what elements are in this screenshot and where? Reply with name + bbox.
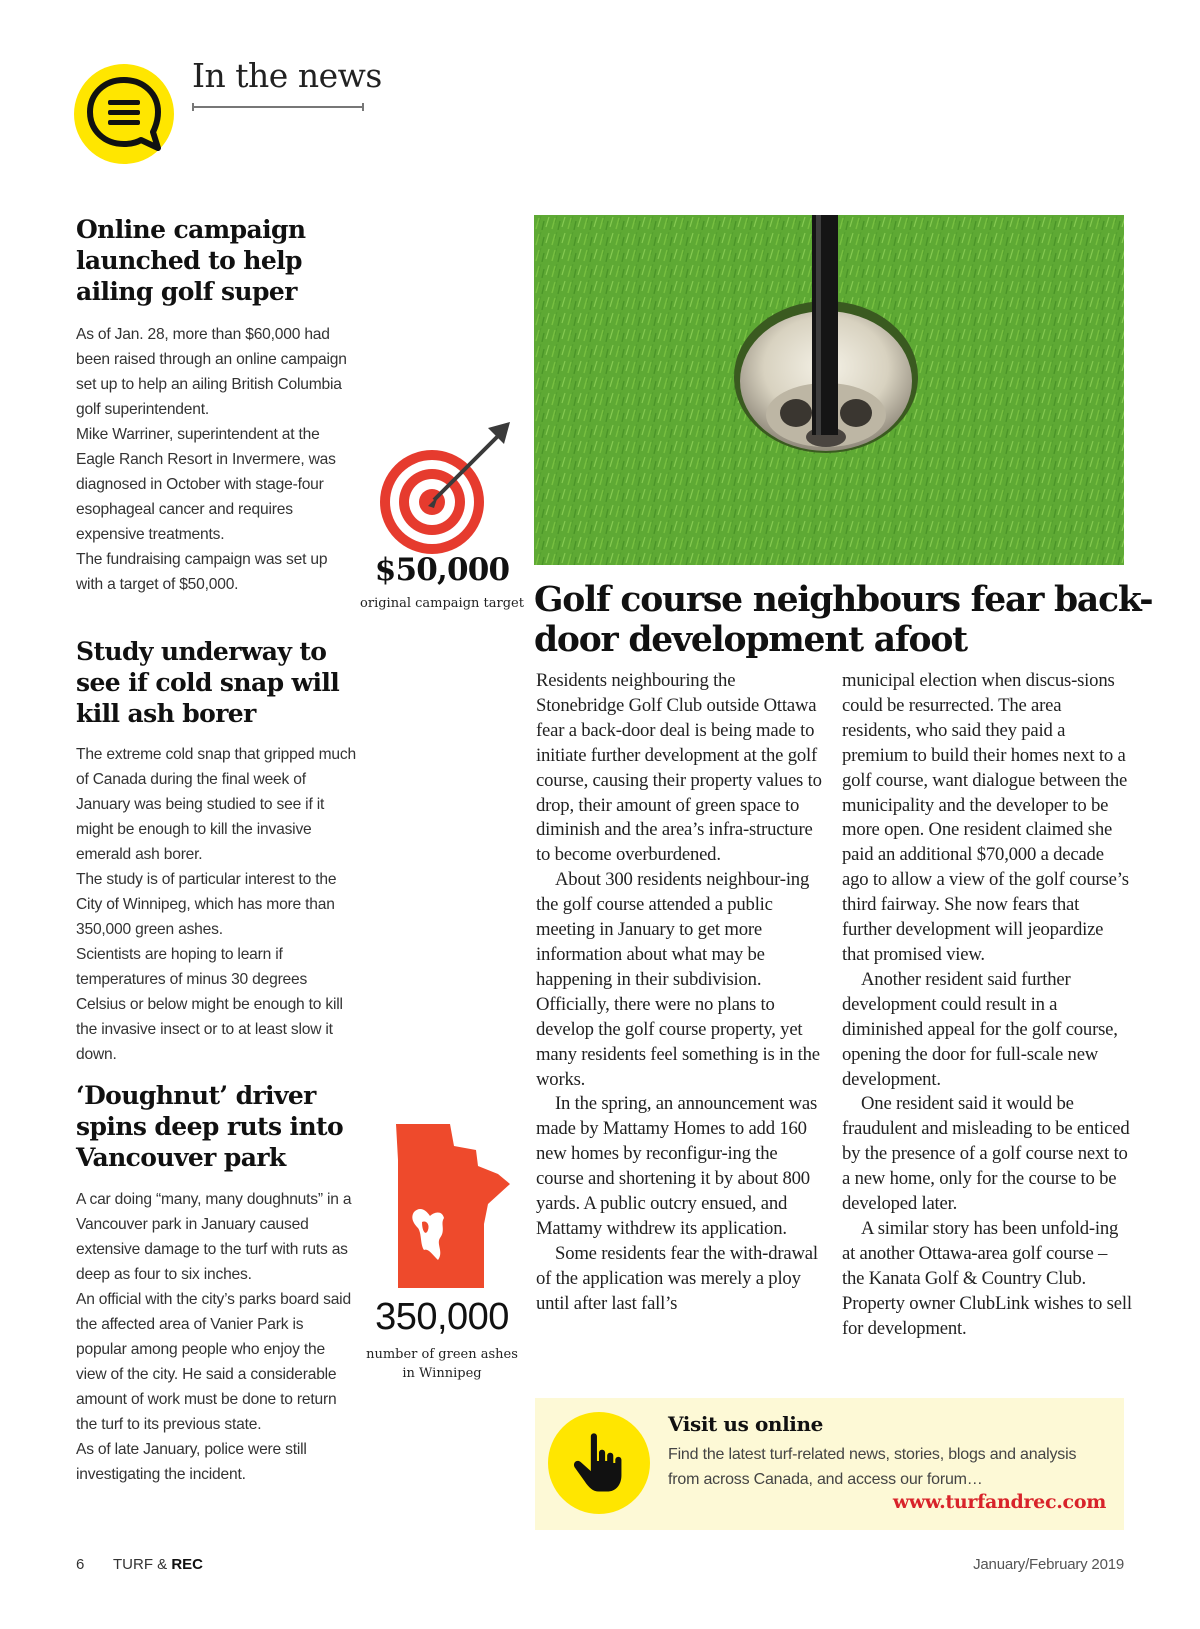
story-body — [76, 742, 358, 1067]
feature-paragraph: municipal election when discus-sions could be resurrected. The area residents, who said they paid a premium to build their homes next to a golf course, want dialogue between the municipality and the developer to be more open. One resident claimed she paid an additional $70,000 a decade ago to allow a view of the golf course’s third fairway. She now fears that further development will jeopardize that promised view. — [842, 670, 1129, 965]
stat-value: 350,000 — [375, 1296, 509, 1338]
story-paragraph: A car doing “many, many doughnuts” in a Vancouver park in January caused extensive damage to the turf with ruts as deep as four to six inches. — [76, 1191, 352, 1283]
feature-paragraph: Some residents fear the with-drawal of the application was merely a ploy until after last fall’s — [536, 1242, 818, 1314]
target-arrow-icon — [378, 420, 518, 560]
story-body — [76, 322, 358, 597]
visit-title: Visit us online — [668, 1412, 823, 1436]
story-headline: Online campaign launched to help ailing golf super — [76, 215, 306, 306]
stat-caption: original campaign target — [360, 596, 524, 611]
feature-paragraph: A similar story has been unfold-ing at another Ottawa-area golf course – the Kanata Golf & Country Club. Property owner ClubLink wishes to sell for development. — [842, 1217, 1132, 1339]
feature-headline: Golf course neighbours fear back-door development afoot — [534, 580, 1153, 660]
feature-paragraph: Residents neighbouring the Stonebridge Golf Club outside Ottawa fear a back-door deal is being made to initiate further development at the golf course, causing their property values to drop, their amount of green space to diminish and the area’s infra-structure to become overburdened. — [536, 670, 822, 866]
manitoba-map-icon — [392, 1120, 512, 1292]
website-link[interactable]: www.turfandrec.com — [892, 1491, 1106, 1513]
feature-paragraph: About 300 residents neighbour-ing the golf course attended a public meeting in January to get more information about what may be happening in their subdivision. Officially, there were no plans to develop the golf course property, yet many residents feel something is in the works. — [536, 869, 820, 1090]
story-paragraph: The fundraising campaign was set up with a target of $50,000. — [76, 551, 328, 593]
story-paragraph: As of Jan. 28, more than $60,000 had been raised through an online campaign set up to help an ailing British Columbia golf superintendent. — [76, 326, 347, 418]
section-title-rule — [192, 106, 364, 108]
feature-paragraph: In the spring, an announcement was made by Mattamy Homes to add 160 new homes by reconfigur-ing the course and shortening it by about 800 yards. A public outcry ensued, and Mattamy withdrew its application. — [536, 1093, 818, 1239]
story-body — [76, 1187, 358, 1487]
feature-paragraph: Another resident said further development could result in a diminished appeal for the golf course, opening the door for full-scale new development. — [842, 968, 1118, 1090]
feature-paragraph: One resident said it would be fraudulent and misleading to be enticed by the presence of a golf course next to a new home, only for the course to be developed later. — [842, 1093, 1130, 1215]
story-paragraph: Scientists are hoping to learn if temperatures of minus 30 degrees Celsius or below might be enough to kill the invasive insect or to at least slow it down. — [76, 946, 343, 1063]
issue-date: January/February 2019 — [973, 1556, 1124, 1573]
story-paragraph: The extreme cold snap that gripped much of Canada during the final week of January was being studied to see if it might be enough to kill the invasive emerald ash borer. — [76, 746, 356, 863]
story-headline: ‘Doughnut’ driver spins deep ruts into Vancouver park — [76, 1081, 344, 1172]
story-paragraph: The study is of particular interest to the City of Winnipeg, which has more than 350,000 green ashes. — [76, 871, 337, 938]
brand-bold: REC — [171, 1556, 204, 1573]
magazine-brand — [113, 1556, 203, 1573]
chat-bubble-menu-icon — [74, 64, 174, 164]
visit-description: Find the latest turf-related news, stories, blogs and analysis from across Canada, and access our forum… — [668, 1446, 1077, 1488]
pointing-hand-cursor-icon — [548, 1412, 650, 1514]
feature-column-1 — [536, 669, 826, 1317]
stat-value: $50,000 — [374, 552, 510, 588]
section-title: In the news — [192, 56, 382, 95]
page-number: 6 — [76, 1556, 85, 1573]
story-headline: Study underway to see if cold snap will kill ash borer — [76, 637, 340, 728]
brand-regular: TURF & — [113, 1556, 172, 1573]
story-paragraph: An official with the city’s parks board said the affected area of Vanier Park is popular among people who enjoy the view of the city. He said a considerable amount of work must be done to return the turf to its previous state. — [76, 1291, 351, 1433]
golf-hole-flagstick-photo — [534, 215, 1124, 565]
stat-caption: number of green ashes in Winnipeg — [366, 1347, 518, 1381]
story-paragraph: As of late January, police were still investigating the incident. — [76, 1441, 307, 1483]
feature-column-2 — [842, 669, 1132, 1341]
story-paragraph: Mike Warriner, superintendent at the Eagle Ranch Resort in Invermere, was diagnosed in October with stage-four esophageal cancer and requires expensive treatments. — [76, 426, 336, 543]
